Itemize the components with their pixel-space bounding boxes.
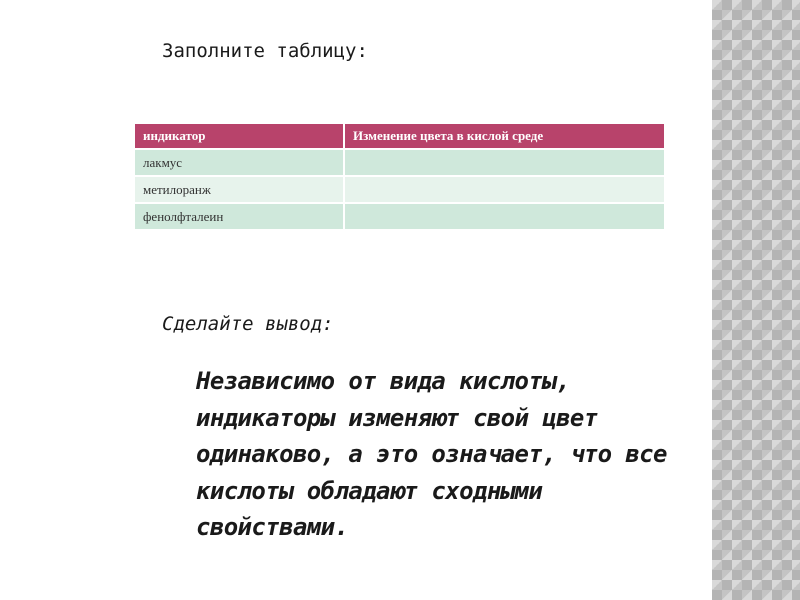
indicator-table xyxy=(133,122,666,231)
table-row xyxy=(135,150,664,175)
slide-title: Заполните таблицу: xyxy=(162,40,368,62)
table-row xyxy=(135,177,664,202)
conclusion-label: Сделайте вывод: xyxy=(162,313,334,335)
table-header-row xyxy=(135,124,664,148)
color-change-cell[interactable] xyxy=(345,177,664,202)
decorative-side-pattern xyxy=(712,0,800,600)
indicator-cell: метилоранж xyxy=(135,177,343,202)
color-change-cell[interactable] xyxy=(345,204,664,229)
color-change-cell[interactable] xyxy=(345,150,664,175)
table-row xyxy=(135,204,664,229)
header-indicator: индикатор xyxy=(135,124,343,148)
header-color-change: Изменение цвета в кислой среде xyxy=(345,124,664,148)
indicator-cell: лакмус xyxy=(135,150,343,175)
conclusion-text: Независимо от вида кислоты, индикаторы изменяют свой цвет одинаково, а это означает, что все кислоты обладают сходными свойствами. xyxy=(196,367,667,541)
indicator-cell: фенолфталеин xyxy=(135,204,343,229)
